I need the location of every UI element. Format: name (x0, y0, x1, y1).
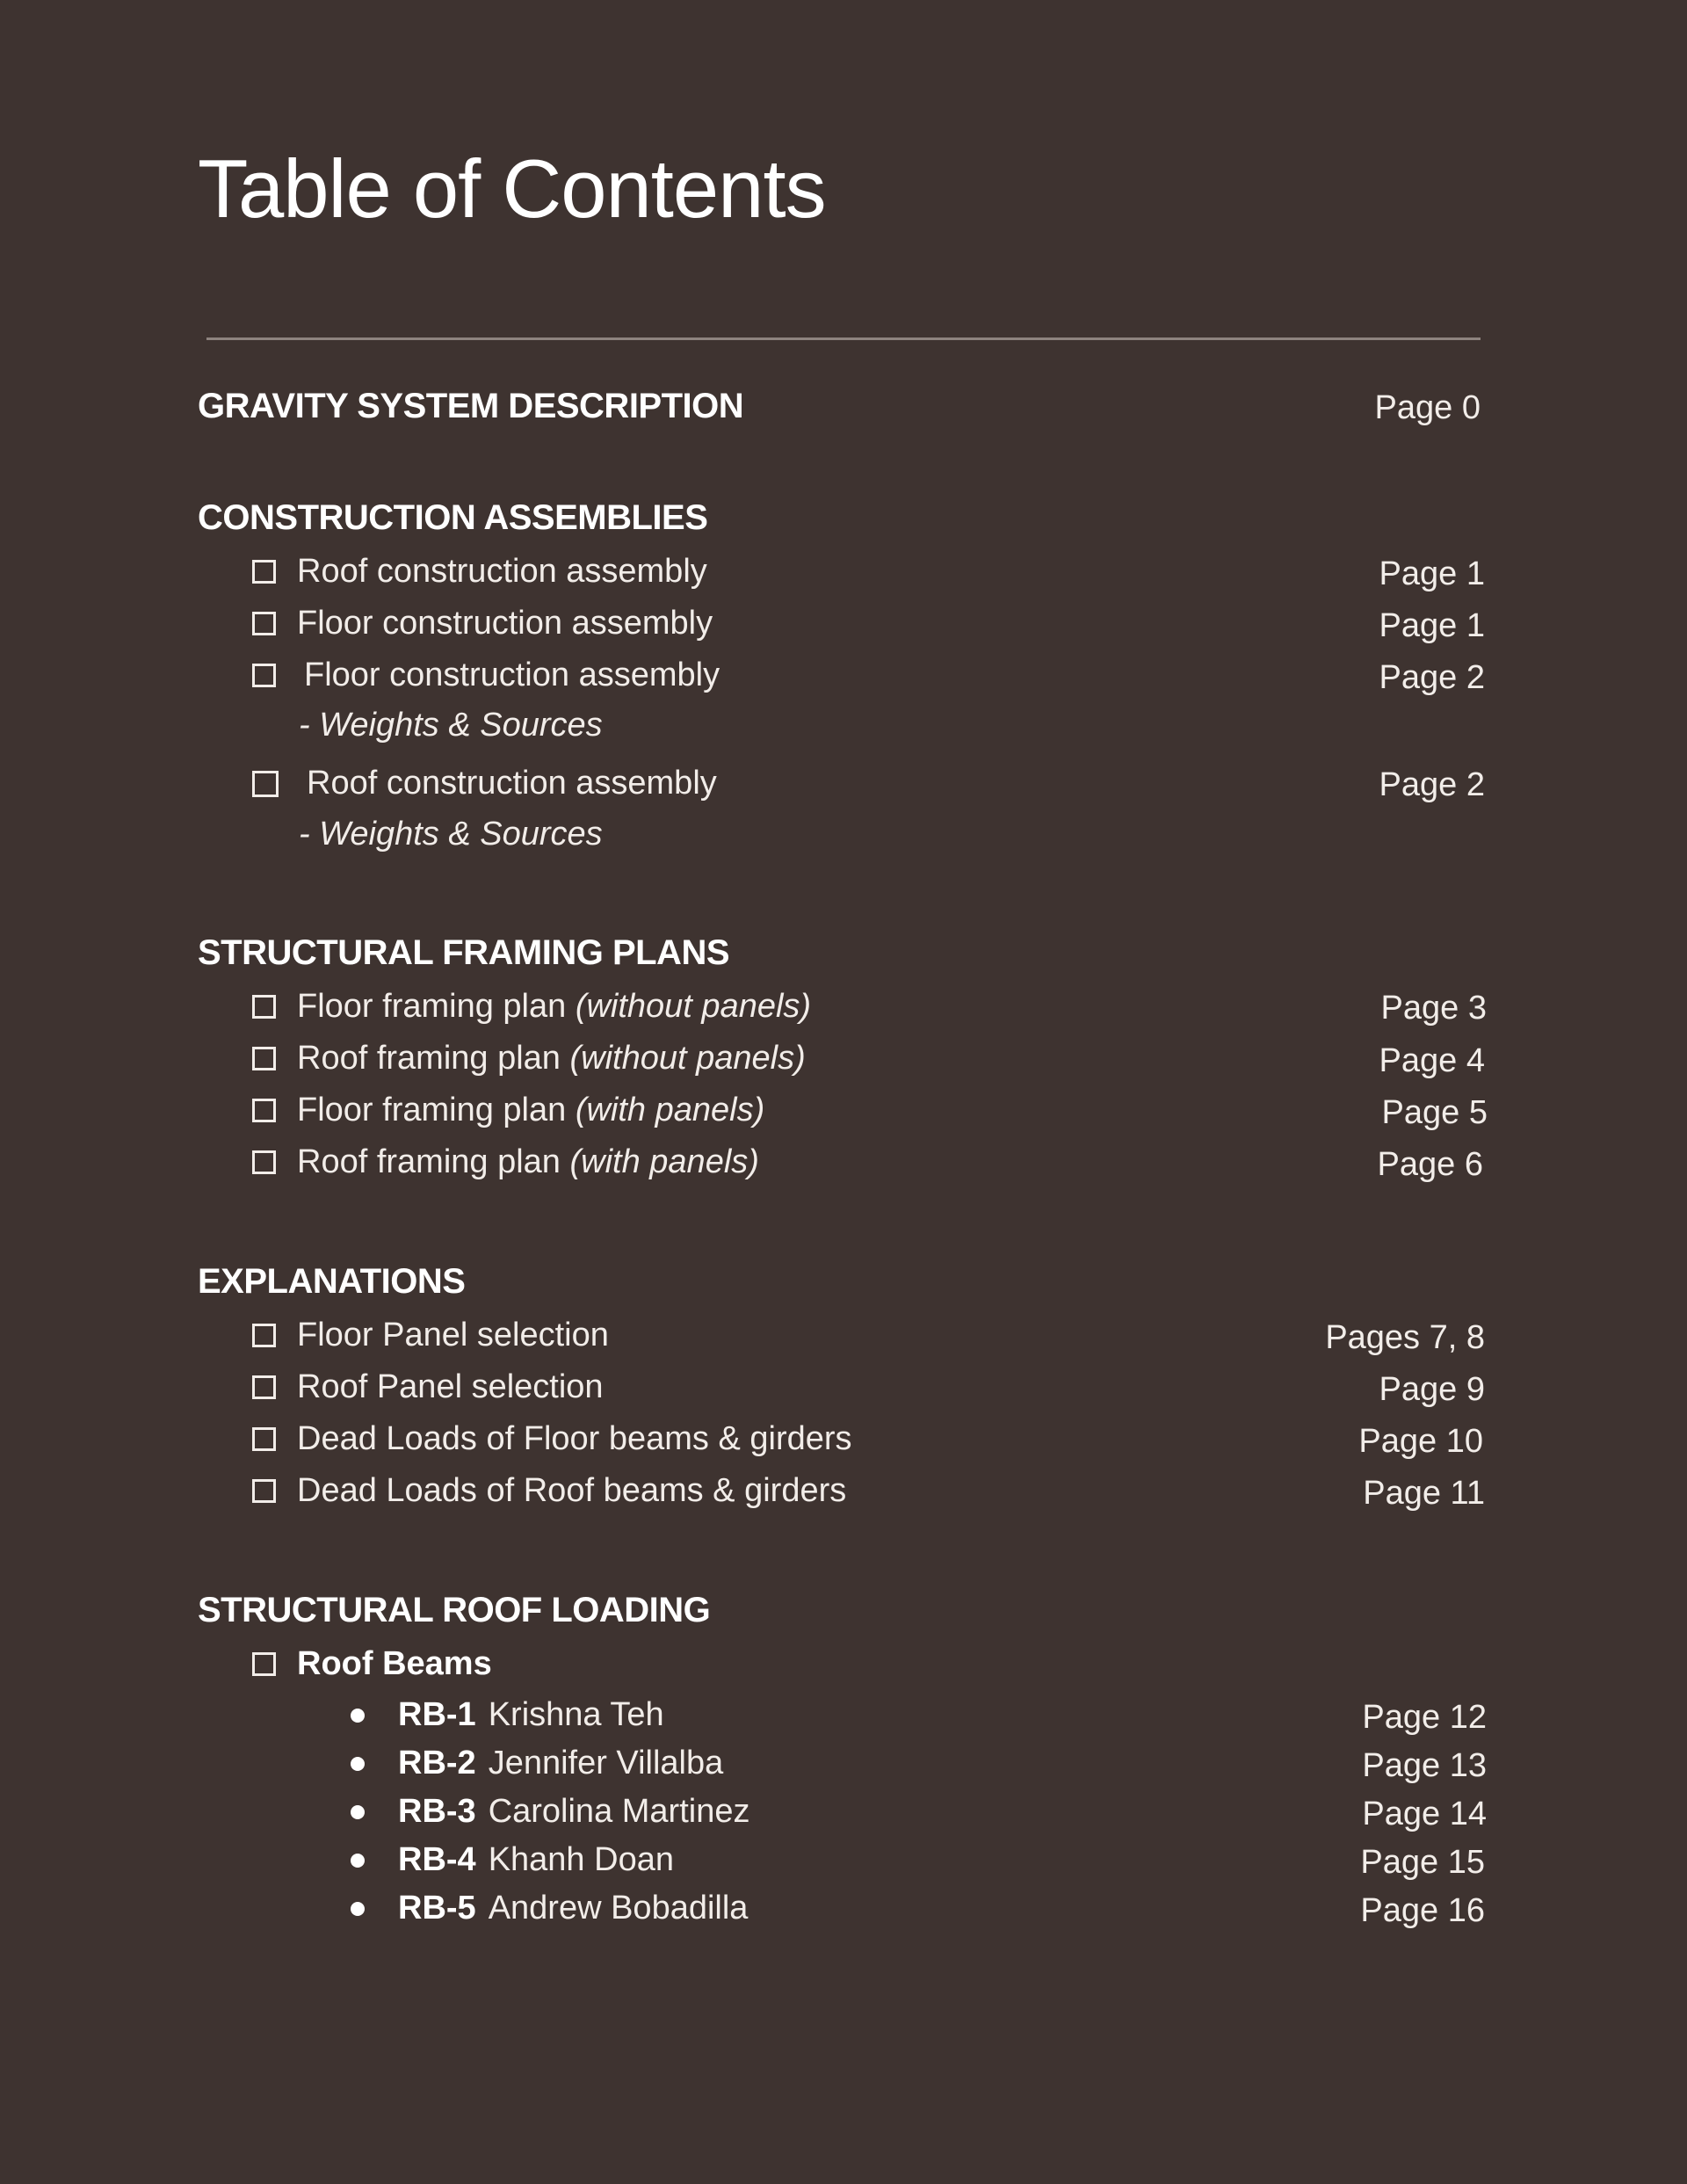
checkbox-icon (252, 1324, 276, 1347)
page-ref: Page 5 (1381, 1094, 1488, 1131)
beam-item-rb3[interactable] (351, 1793, 749, 1831)
toc-item-dead-loads-roof[interactable] (252, 1472, 846, 1510)
section-heading-framing: STRUCTURAL FRAMING PLANS (198, 933, 730, 972)
page-ref-gravity: Page 0 (1374, 389, 1481, 426)
toc-item-label: Roof framing plan (with panels) (297, 1143, 759, 1180)
beam-code: RB-2 (398, 1745, 476, 1781)
checkbox-icon (252, 1479, 276, 1503)
beam-item-rb1[interactable] (351, 1696, 664, 1734)
toc-item-label: Roof framing plan (without panels) (297, 1040, 806, 1077)
checkbox-icon (252, 1099, 276, 1122)
beam-code: RB-3 (398, 1793, 476, 1830)
toc-item-floor-framing-without[interactable] (252, 988, 811, 1026)
page-title: Table of Contents (198, 142, 826, 235)
checkbox-icon (252, 1427, 276, 1451)
page-ref: Page 3 (1380, 990, 1487, 1027)
checkbox-icon (252, 1652, 276, 1676)
beam-item-rb5[interactable] (351, 1890, 748, 1927)
toc-item-label: Roof Beams (297, 1645, 492, 1682)
toc-item-label: Roof construction assembly (297, 553, 707, 590)
toc-item-label: Dead Loads of Roof beams & girders (297, 1472, 847, 1509)
section-heading-roof-loading: STRUCTURAL ROOF LOADING (198, 1591, 711, 1629)
beam-author: Khanh Doan (488, 1841, 674, 1878)
page-ref: Page 11 (1363, 1475, 1485, 1512)
toc-item-roof-framing-without[interactable] (252, 1040, 806, 1077)
checkbox-icon (252, 560, 276, 584)
toc-item-roof-framing-with[interactable] (252, 1143, 759, 1181)
toc-item-floor-framing-with[interactable] (252, 1092, 764, 1129)
checkbox-icon (252, 1150, 276, 1174)
toc-item-label: Floor Panel selection (297, 1317, 609, 1353)
section-heading-explanations: EXPLANATIONS (198, 1262, 466, 1301)
page-ref: Page 14 (1362, 1796, 1487, 1832)
beam-item-rb2[interactable] (351, 1745, 723, 1782)
section-heading-construction: CONSTRUCTION ASSEMBLIES (198, 498, 708, 537)
page-ref: Page 16 (1360, 1892, 1485, 1929)
page-ref: Page 13 (1362, 1747, 1487, 1784)
bullet-icon (351, 1709, 365, 1723)
bullet-icon (351, 1757, 365, 1771)
beam-author: Krishna Teh (488, 1696, 664, 1733)
page-ref: Page 10 (1358, 1423, 1483, 1460)
bullet-icon (351, 1805, 365, 1819)
toc-item-roof-construction[interactable] (252, 553, 707, 591)
beam-code: RB-4 (398, 1841, 476, 1878)
beam-code: RB-1 (398, 1696, 476, 1733)
toc-item-dead-loads-floor[interactable] (252, 1420, 852, 1458)
page-ref: Page 4 (1379, 1042, 1485, 1079)
page-ref: Page 15 (1360, 1844, 1485, 1881)
checkbox-icon (252, 1047, 276, 1070)
checkbox-icon (252, 1375, 276, 1399)
checkbox-icon (252, 771, 279, 797)
toc-item-roof-panel-selection[interactable] (252, 1368, 604, 1406)
beam-author: Carolina Martinez (488, 1793, 750, 1830)
toc-item-label: Floor framing plan (without panels) (297, 988, 812, 1025)
title-divider (206, 337, 1481, 340)
bullet-icon (351, 1902, 365, 1916)
toc-item-roof-construction-weights[interactable] (252, 765, 717, 802)
toc-item-label: Floor construction assembly (304, 657, 720, 693)
page-ref: Page 6 (1377, 1146, 1483, 1183)
page-ref: Pages 7, 8 (1325, 1319, 1485, 1356)
toc-item-sub: - Weights & Sources (299, 816, 603, 853)
toc-item-floor-construction-weights[interactable] (252, 657, 720, 694)
beam-code: RB-5 (398, 1890, 476, 1926)
beam-item-rb4[interactable] (351, 1841, 674, 1879)
checkbox-icon (252, 612, 276, 635)
page-ref: Page 9 (1379, 1371, 1485, 1408)
toc-item-label: Dead Loads of Floor beams & girders (297, 1420, 852, 1457)
bullet-icon (351, 1854, 365, 1868)
toc-item-roof-beams[interactable] (252, 1645, 492, 1683)
toc-item-floor-construction[interactable] (252, 605, 713, 642)
checkbox-icon (252, 664, 276, 687)
page-ref: Page 1 (1379, 555, 1485, 592)
page-ref: Page 2 (1379, 766, 1485, 803)
page-ref: Page 12 (1362, 1699, 1487, 1736)
checkbox-icon (252, 995, 276, 1019)
toc-item-label: Roof Panel selection (297, 1368, 604, 1405)
toc-item-label: Roof construction assembly (307, 765, 717, 802)
toc-item-label: Floor framing plan (with panels) (297, 1092, 765, 1128)
beam-author: Jennifer Villalba (488, 1745, 724, 1781)
page-ref: Page 2 (1379, 659, 1485, 696)
beam-author: Andrew Bobadilla (488, 1890, 749, 1926)
toc-item-label: Floor construction assembly (297, 605, 713, 642)
toc-item-sub: - Weights & Sources (299, 707, 603, 744)
page-ref: Page 1 (1379, 607, 1485, 644)
toc-item-floor-panel-selection[interactable] (252, 1317, 609, 1354)
section-heading-gravity: GRAVITY SYSTEM DESCRIPTION (198, 387, 744, 425)
